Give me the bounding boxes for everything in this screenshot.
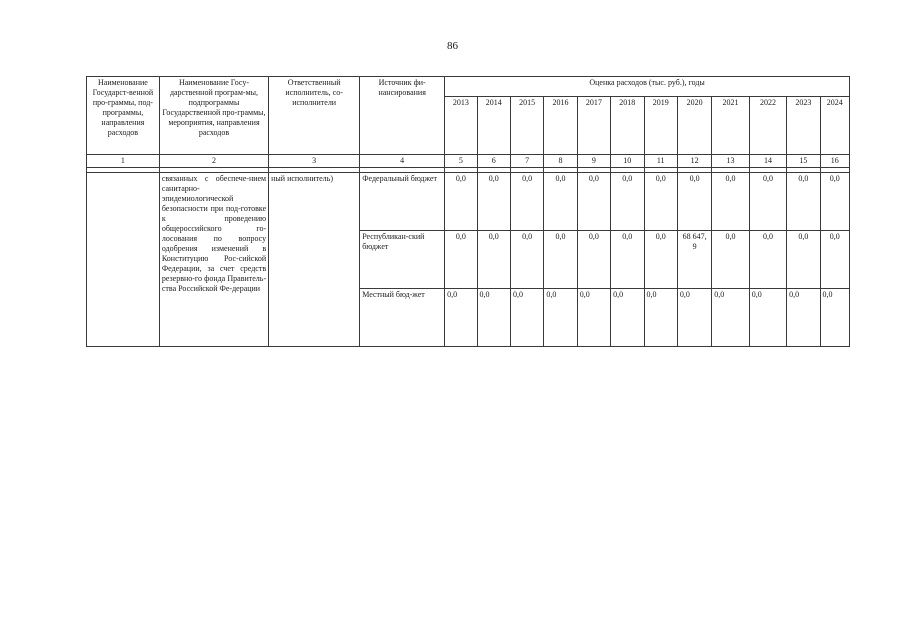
header-col1: Наименование Государст-венной про-граммы, под-программы, направления расходов (87, 77, 160, 155)
expense-value: 0,0 (510, 231, 543, 289)
expense-value: 0,0 (510, 289, 543, 347)
column-number: 6 (477, 155, 510, 168)
expense-value: 0,0 (477, 173, 510, 231)
column-number: 9 (577, 155, 610, 168)
funding-source: Местный бюд-жет (360, 289, 445, 347)
activity-description: связанных с обеспече-нием санитарно-эпидемиологической безопасности при под-готовке к проведению общероссийского го-лосования по вопросу одобрения изменений в Конституцию Рос-сийской Федерации, за счет средств резервно-го фонда Правитель-ства Российской Фе-дерации (159, 173, 268, 347)
year-header: 2022 (749, 97, 786, 155)
expense-value: 0,0 (510, 173, 543, 231)
year-header: 2014 (477, 97, 510, 155)
column-number: 13 (712, 155, 749, 168)
year-header: 2013 (445, 97, 477, 155)
expense-value: 0,0 (712, 231, 749, 289)
year-header: 2023 (787, 97, 820, 155)
expense-value: 0,0 (787, 289, 820, 347)
header-col2: Наименование Госу-дарственной програм-мы, подпрограммы Государственной про-граммы, мероприятия, направления расходов (159, 77, 268, 155)
expense-value: 68 647, 9 (677, 231, 711, 289)
column-number: 15 (787, 155, 820, 168)
expense-value: 0,0 (787, 231, 820, 289)
year-header: 2017 (577, 97, 610, 155)
expense-value: 0,0 (445, 231, 477, 289)
expense-value: 0,0 (644, 173, 677, 231)
funding-source: Республикан-ский бюджет (360, 231, 445, 289)
expense-value: 0,0 (544, 231, 577, 289)
year-header: 2016 (544, 97, 577, 155)
expense-value: 0,0 (787, 173, 820, 231)
expense-value: 0,0 (712, 173, 749, 231)
expense-value: 0,0 (477, 289, 510, 347)
column-number: 12 (677, 155, 711, 168)
header-expenses: Оценка расходов (тыс. руб.), годы (445, 77, 850, 97)
column-number: 4 (360, 155, 445, 168)
column-number: 14 (749, 155, 786, 168)
expense-value: 0,0 (611, 231, 644, 289)
column-number: 1 (87, 155, 160, 168)
expense-value: 0,0 (677, 289, 711, 347)
expense-value: 0,0 (445, 289, 477, 347)
year-header: 2015 (510, 97, 543, 155)
expense-value: 0,0 (820, 231, 849, 289)
expense-value: 0,0 (577, 231, 610, 289)
year-header: 2024 (820, 97, 849, 155)
column-number: 7 (510, 155, 543, 168)
funding-source: Федеральный бюджет (360, 173, 445, 231)
column-number: 16 (820, 155, 849, 168)
expense-value: 0,0 (820, 173, 849, 231)
expense-value: 0,0 (577, 289, 610, 347)
column-number: 11 (644, 155, 677, 168)
expense-value: 0,0 (677, 173, 711, 231)
expense-value: 0,0 (820, 289, 849, 347)
expense-value: 0,0 (445, 173, 477, 231)
expense-value: 0,0 (749, 231, 786, 289)
column-number: 5 (445, 155, 477, 168)
year-header: 2021 (712, 97, 749, 155)
expense-value: 0,0 (712, 289, 749, 347)
year-header: 2018 (611, 97, 644, 155)
expense-value: 0,0 (477, 231, 510, 289)
column-number: 8 (544, 155, 577, 168)
expenses-table (86, 76, 850, 347)
expense-value: 0,0 (611, 289, 644, 347)
expense-value: 0,0 (577, 173, 610, 231)
expense-value: 0,0 (749, 289, 786, 347)
year-header: 2019 (644, 97, 677, 155)
expense-value: 0,0 (749, 173, 786, 231)
program-name-cell (87, 173, 160, 347)
expense-value: 0,0 (644, 231, 677, 289)
expense-value: 0,0 (544, 173, 577, 231)
column-number: 2 (159, 155, 268, 168)
column-number: 3 (269, 155, 360, 168)
expense-value: 0,0 (544, 289, 577, 347)
header-col3: Ответственный исполнитель, со-исполнители (269, 77, 360, 155)
page-number: 86 (447, 40, 458, 52)
header-col4: Источник фи-нансирования (360, 77, 445, 155)
responsible-executor: ный исполнитель) (269, 173, 360, 347)
table-row (87, 173, 850, 231)
expense-value: 0,0 (611, 173, 644, 231)
column-number-row (87, 155, 850, 168)
expense-value: 0,0 (644, 289, 677, 347)
column-number: 10 (611, 155, 644, 168)
year-header: 2020 (677, 97, 711, 155)
